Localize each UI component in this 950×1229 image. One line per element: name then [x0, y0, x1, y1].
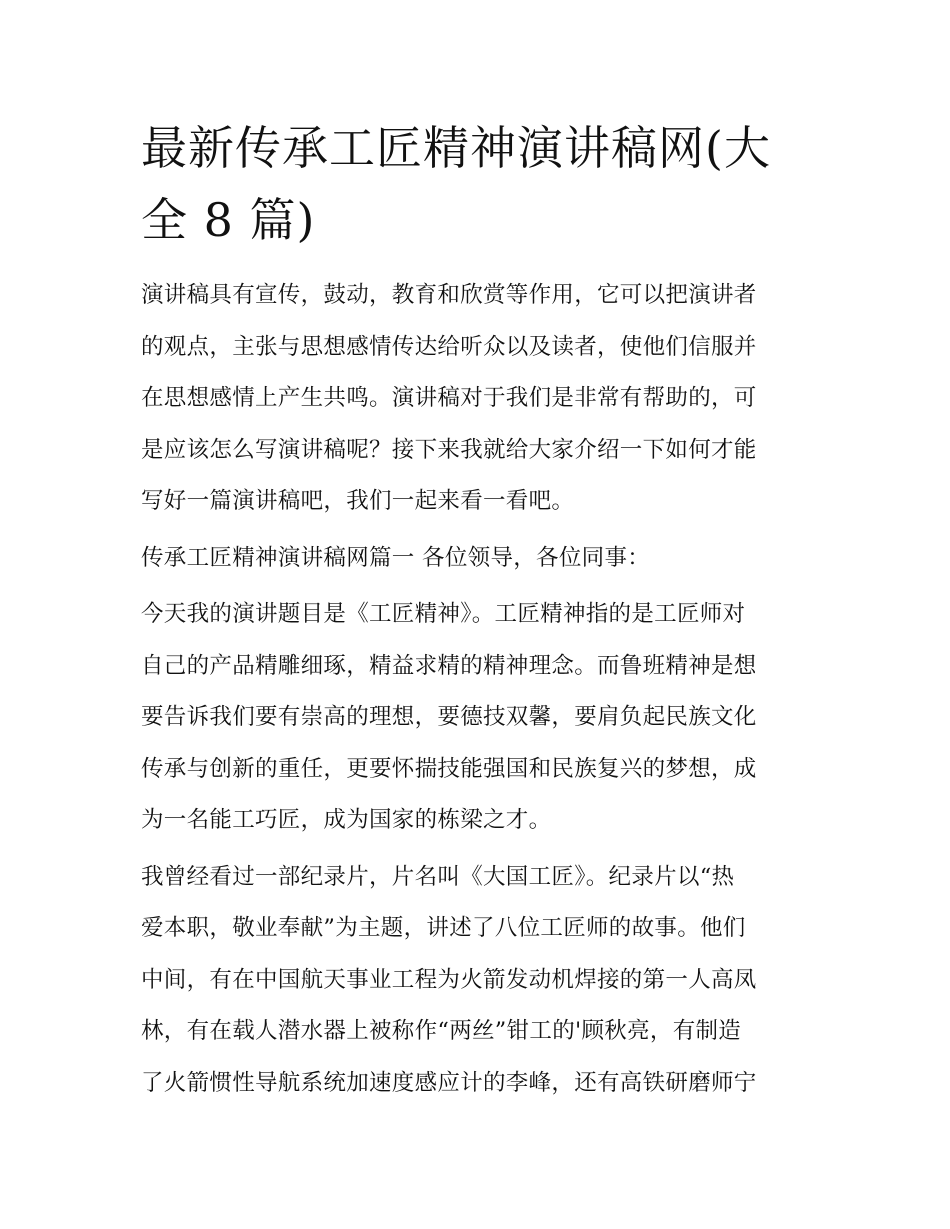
paragraph-speech-topic: 今天我的演讲题目是《工匠精神》。工匠精神指的是工匠师对 自己的产品精雕细琢，精益求精的精神理念。而鲁班精神是想 要告诉我们要有崇高的理想，要德技双馨，要肩负起民族文化 传承与创新的重任，更要怀揣技能强国和民族复兴的梦想，成 为一名能工巧匠，成为国家的栋梁之才。	[141, 601, 757, 833]
document-content	[141, 112, 813, 1114]
paragraph-documentary: 我曾经看过一部纪录片，片名叫《大国工匠》。纪录片以“热 爱本职，敬业奉献”为主题，讲述了八位工匠师的故事。他们 中间，有在中国航天事业工程为火箭发动机焊接的第一人高凤 林，有在载人潜水器上被称作“两丝”钳工的'顾秋亮，有制造 了火箭惯性导航系统加速度感应计的李峰，还有高铁研磨师宁	[141, 863, 757, 1096]
paragraph-intro: 演讲稿具有宣传，鼓动，教育和欣赏等作用，它可以把演讲者 的观点，主张与思想感情传达给听众以及读者，使他们信服并 在思想感情上产生共鸣。演讲稿对于我们是非常有帮助的，可 是应该怎么写演讲稿呢？接下来我就给大家介绍一下如何才能 写好一篇演讲稿吧，我们一起来看一看吧。	[141, 282, 757, 514]
document-title: 最新传承工匠精神演讲稿网(大 全 8 篇)	[141, 121, 771, 247]
paragraph-section-heading: 传承工匠精神演讲稿网篇一 各位领导，各位同事：	[141, 544, 651, 571]
